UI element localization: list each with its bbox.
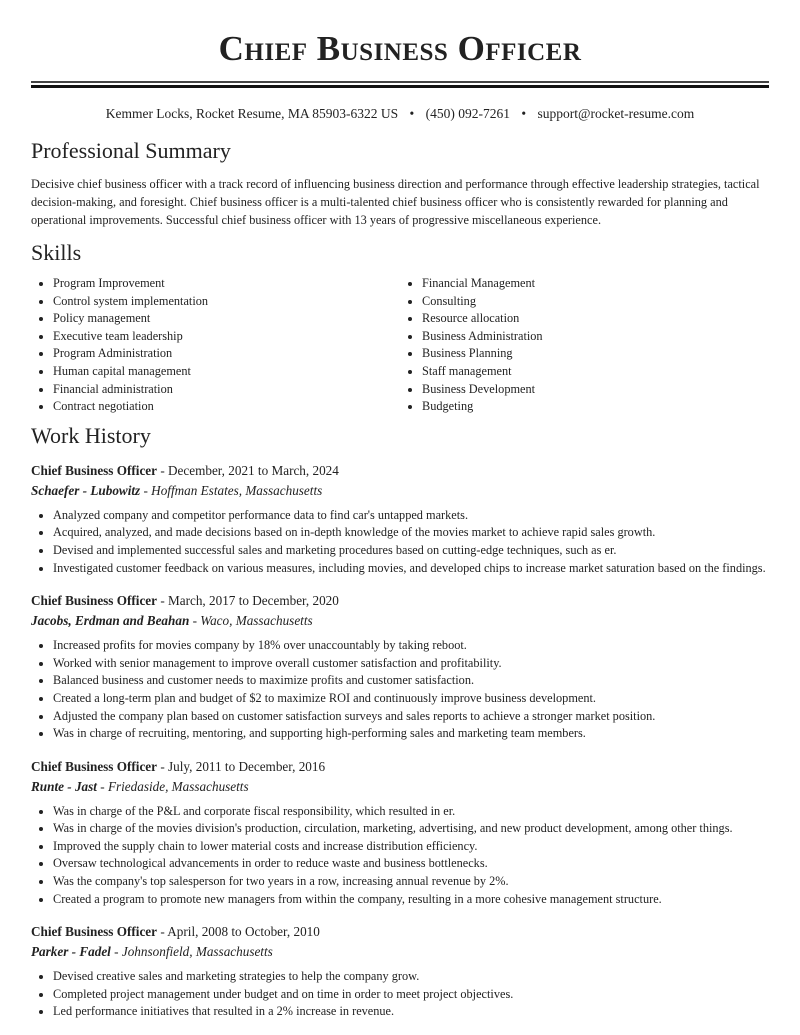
job-title: Chief Business Officer: [31, 924, 158, 940]
job-bullet: • Led performance initiatives that resulted in a 2% increase in revenue.: [53, 1003, 769, 1021]
summary-heading: Professional Summary: [31, 138, 231, 163]
job-bullet: • Increased profits for movies company by 18% over unaccountably by taking reboot.: [53, 637, 769, 655]
skill-item: • Financial Management: [422, 275, 769, 293]
skill-item: • Resource allocation: [422, 310, 769, 328]
work-history-section: [31, 422, 769, 1021]
job-dates: April, 2008 to October, 2010: [167, 924, 320, 940]
job-bullet: • Devised and implemented successful sales and marketing procedures based on cutting-edge techniques, such as er.: [53, 542, 769, 560]
job-title: Chief Business Officer: [31, 758, 158, 774]
company-name: Schaefer - Lubowitz: [31, 482, 141, 498]
job-entry: [31, 461, 769, 577]
job-bullet: • Analyzed company and competitor performance data to find car's untapped markets.: [53, 507, 769, 525]
skill-item: • Contract negotiation: [53, 398, 400, 416]
summary-text: Decisive chief business officer with a track record of influencing business direction and performance through effective leadership strategies, tactical decision-making, and foresight. Chief business officer is a multi-talented chief business officer who is consistently rewarded for planning and operational improvements. Successful chief business officer with 13 years of progressive miscellaneous experience.: [31, 177, 760, 227]
job-location: Waco, Massachusetts: [200, 613, 313, 629]
contact-line: [31, 105, 769, 123]
company-line: [31, 481, 769, 501]
job-dates: July, 2011 to December, 2016: [168, 758, 326, 774]
skills-list-right: [400, 275, 769, 416]
job-bullet: • Created a program to promote new managers from within the company, resulting in a more cohesive management structure.: [53, 891, 769, 909]
job-bullets: [31, 968, 769, 1021]
job-bullet: • Was the company's top salesperson for two years in a row, increasing annual revenue by 2%.: [53, 873, 769, 891]
dash: -: [157, 758, 169, 774]
job-entry: [31, 922, 769, 1021]
skills-list-left: [31, 275, 400, 416]
job-bullet: • Acquired, analyzed, and made decisions based on in-depth knowledge of the movies market to achieve rapid sales growth.: [53, 524, 769, 542]
job-dates: March, 2017 to December, 2020: [168, 593, 339, 609]
skill-item: • Policy management: [53, 310, 400, 328]
resume-title: Chief Business Officer: [218, 29, 582, 68]
job-bullets: [31, 507, 769, 577]
contact-address: Kemmer Locks, Rocket Resume, MA 85903-6322 US: [105, 106, 399, 121]
company-line: [31, 611, 769, 631]
job-entry: [31, 757, 769, 909]
job-bullet: • Was in charge of recruiting, mentoring, and supporting high-performing sales and marketing team members.: [53, 725, 769, 743]
company-name: Runte - Jast: [31, 778, 97, 794]
job-location: Johnsonfield, Massachusetts: [121, 944, 273, 960]
skill-item: • Human capital management: [53, 363, 400, 381]
skill-item: • Executive team leadership: [53, 328, 400, 346]
dash: -: [110, 944, 122, 960]
skills-columns: [31, 275, 769, 416]
company-line: [31, 777, 769, 797]
dash: -: [157, 593, 169, 609]
job-location: Hoffman Estates, Massachusetts: [151, 482, 323, 498]
bullet-separator-icon: •: [409, 106, 415, 121]
skill-item: • Business Administration: [422, 328, 769, 346]
job-bullet: • Adjusted the company plan based on customer satisfaction surveys and sales reports to achieve a stronger market position.: [53, 708, 769, 726]
job-bullet: • Oversaw technological advancements in order to reduce waste and business bottlenecks.: [53, 855, 769, 873]
skill-item: • Staff management: [422, 363, 769, 381]
job-entry: [31, 591, 769, 743]
contact-email[interactable]: support@rocket-resume.com: [537, 106, 695, 121]
work-history-heading: Work History: [31, 422, 151, 448]
job-dates: December, 2021 to March, 2024: [168, 462, 339, 478]
job-title-line: [31, 757, 769, 777]
header-divider-thick: [31, 85, 769, 88]
header-divider-thin: [31, 81, 769, 83]
dash: -: [157, 924, 168, 940]
dash: -: [157, 462, 169, 478]
dash: -: [96, 778, 108, 794]
bullet-separator-icon: •: [521, 106, 527, 121]
job-bullet: • Balanced business and customer needs to maximize profits and customer satisfaction.: [53, 672, 769, 690]
skill-item: • Budgeting: [422, 398, 769, 416]
skill-item: • Control system implementation: [53, 293, 400, 311]
job-bullets: [31, 803, 769, 909]
skill-item: • Business Development: [422, 381, 769, 399]
skill-item: • Financial administration: [53, 381, 400, 399]
job-title-line: [31, 461, 769, 481]
company-name: Jacobs, Erdman and Beahan: [31, 613, 190, 629]
job-bullet: • Was in charge of the P&L and corporate fiscal responsibility, which resulted in er.: [53, 803, 769, 821]
skills-heading: Skills: [31, 240, 82, 265]
dash: -: [140, 482, 152, 498]
job-title: Chief Business Officer: [31, 462, 158, 478]
job-bullet: • Created a long-term plan and budget of $2 to maximize ROI and continuously improve business development.: [53, 690, 769, 708]
job-title: Chief Business Officer: [31, 593, 158, 609]
skills-section: [31, 239, 769, 416]
dash: -: [189, 613, 201, 629]
job-bullets: [31, 637, 769, 743]
job-bullet: • Investigated customer feedback on various measures, including movies, and developed chips to increase market saturation based on the findings.: [53, 560, 769, 578]
job-bullet: • Completed project management under budget and on time in order to meet project objectives.: [53, 986, 769, 1004]
job-bullet: • Devised creative sales and marketing strategies to help the company grow.: [53, 968, 769, 986]
contact-phone: (450) 092-7261: [425, 106, 511, 121]
skill-item: • Consulting: [422, 293, 769, 311]
job-title-line: [31, 922, 769, 942]
skill-item: • Program Improvement: [53, 275, 400, 293]
skill-item: • Program Administration: [53, 345, 400, 363]
summary-section: [31, 137, 769, 229]
job-bullet: • Was in charge of the movies division's production, circulation, marketing, advertising, and new product development, among other things.: [53, 820, 769, 838]
company-name: Parker - Fadel: [31, 944, 111, 960]
job-bullet: • Improved the supply chain to lower material costs and increase distribution efficiency.: [53, 838, 769, 856]
job-title-line: [31, 591, 769, 611]
job-location: Friedaside, Massachusetts: [107, 778, 249, 794]
job-bullet: • Worked with senior management to improve overall customer satisfaction and profitability.: [53, 655, 769, 673]
company-line: [31, 942, 769, 962]
skill-item: • Business Planning: [422, 345, 769, 363]
